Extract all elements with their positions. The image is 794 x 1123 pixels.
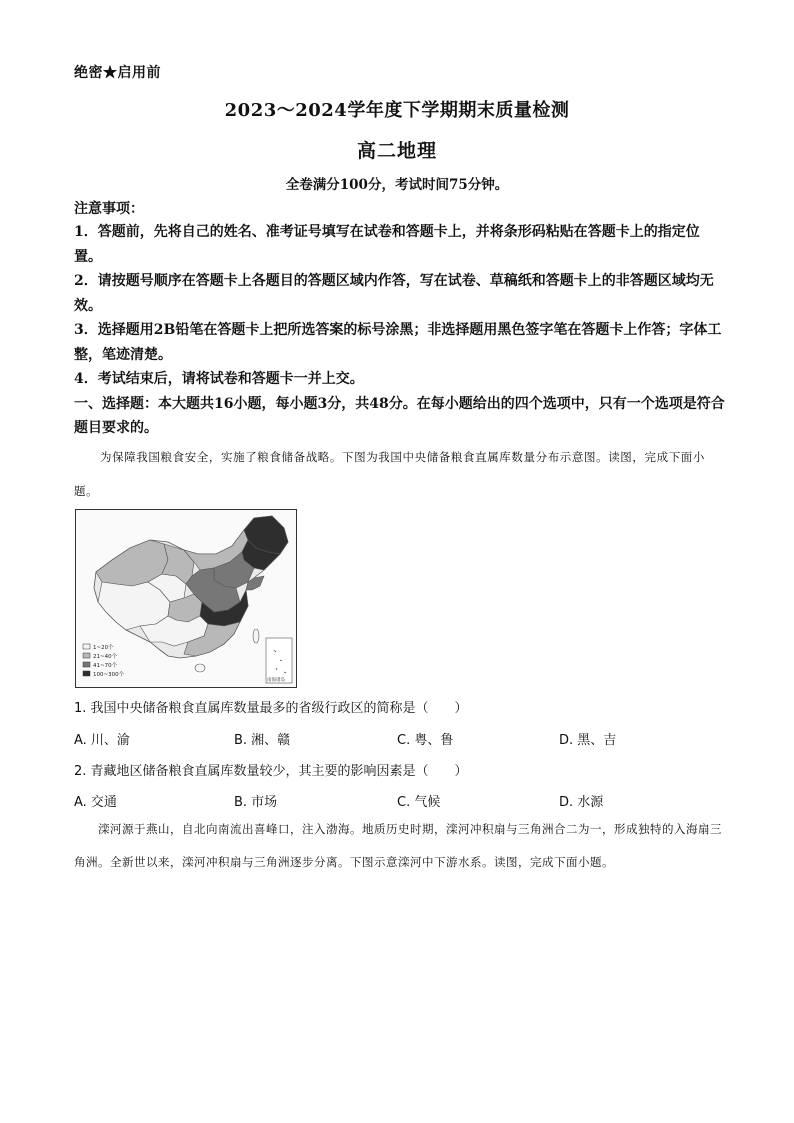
notes-list bbox=[74, 220, 726, 441]
legend-swatch-3 bbox=[83, 662, 90, 667]
q2-option-c[interactable]: C. 气候 bbox=[397, 795, 441, 810]
legend-label: 100~300个 bbox=[93, 672, 125, 678]
legend-swatch-4 bbox=[83, 671, 90, 676]
note-item: 2．请按题号顺序在答题卡上各题目的答题区域内作答，写在试卷、草稿纸和答题卡上的非答题区域均无效。 bbox=[74, 273, 714, 314]
china-map-figure bbox=[76, 510, 296, 687]
q1-option-d[interactable]: D. 黑、吉 bbox=[559, 733, 617, 748]
score-info: 全卷满分100分，考试时间75分钟。 bbox=[285, 177, 509, 193]
legend-label: 41~70个 bbox=[93, 663, 118, 669]
luanhe-intro-text: 滦河源于燕山，自北向南流出喜峰口，注入渤海。地质历史时期，滦河冲积扇与三角洲合二为一，形成独特的入海扇三角洲。全新世以来，滦河冲积扇与三角洲逐步分离。下图示意滦河中下游水系。读图，完成下面小题。 bbox=[74, 822, 722, 869]
legend-label: 1~20个 bbox=[93, 645, 114, 651]
region-hainan bbox=[195, 664, 205, 672]
legend-swatch-2 bbox=[83, 653, 90, 658]
q1-option-a[interactable]: A. 川、渝 bbox=[74, 733, 130, 748]
q2-option-a[interactable]: A. 交通 bbox=[74, 795, 117, 810]
legend-label: 21~40个 bbox=[93, 654, 118, 660]
legend-swatch-1 bbox=[83, 644, 90, 649]
question-1-stem: 1. 我国中央储备粮食直属库数量最多的省级行政区的简称是（ ） bbox=[74, 701, 468, 716]
note-item: 3．选择题用2B铅笔在答题卡上把所选答案的标号涂黑；非选择题用黑色签字笔在答题卡上作答；字体工整，笔迹清楚。 bbox=[74, 322, 722, 363]
south-sea-inset bbox=[266, 638, 292, 683]
inset-label: 南海诸岛 bbox=[267, 678, 285, 683]
note-item: 4．考试结束后，请将试卷和答题卡一并上交。 bbox=[74, 371, 364, 387]
q1-option-c[interactable]: C. 粤、鲁 bbox=[397, 733, 454, 748]
map-intro-text: 为保障我国粮食安全，实施了粮食储备战略。下图为我国中央储备粮食直属库数量分布示意图。读图，完成下面小题。 bbox=[74, 450, 705, 498]
q2-option-b[interactable]: B. 市场 bbox=[234, 795, 278, 810]
q1-option-b[interactable]: B. 湘、赣 bbox=[234, 733, 291, 748]
exam-title: 2023～2024学年度下学期期末质量检测 bbox=[224, 100, 570, 121]
subject-title: 高二地理 bbox=[356, 140, 437, 162]
question-2-stem: 2. 青藏地区储备粮食直属库数量较少，其主要的影响因素是（ ） bbox=[74, 764, 468, 779]
confidential-label: 绝密★启用前 bbox=[74, 65, 161, 81]
q2-option-d[interactable]: D. 水源 bbox=[559, 795, 604, 810]
section-heading: 一、选择题：本大题共16小题，每小题3分，共48分。在每小题给出的四个选项中，只有一个选项是符合题目要求的。 bbox=[74, 395, 725, 436]
notes-heading: 注意事项： bbox=[74, 201, 144, 217]
grain-depot-map bbox=[75, 509, 297, 688]
region-taiwan bbox=[253, 629, 259, 643]
note-item: 1．答题前，先将自己的姓名、准考证号填写在试卷和答题卡上，并将条形码粘贴在答题卡上的指定位置。 bbox=[74, 224, 700, 265]
